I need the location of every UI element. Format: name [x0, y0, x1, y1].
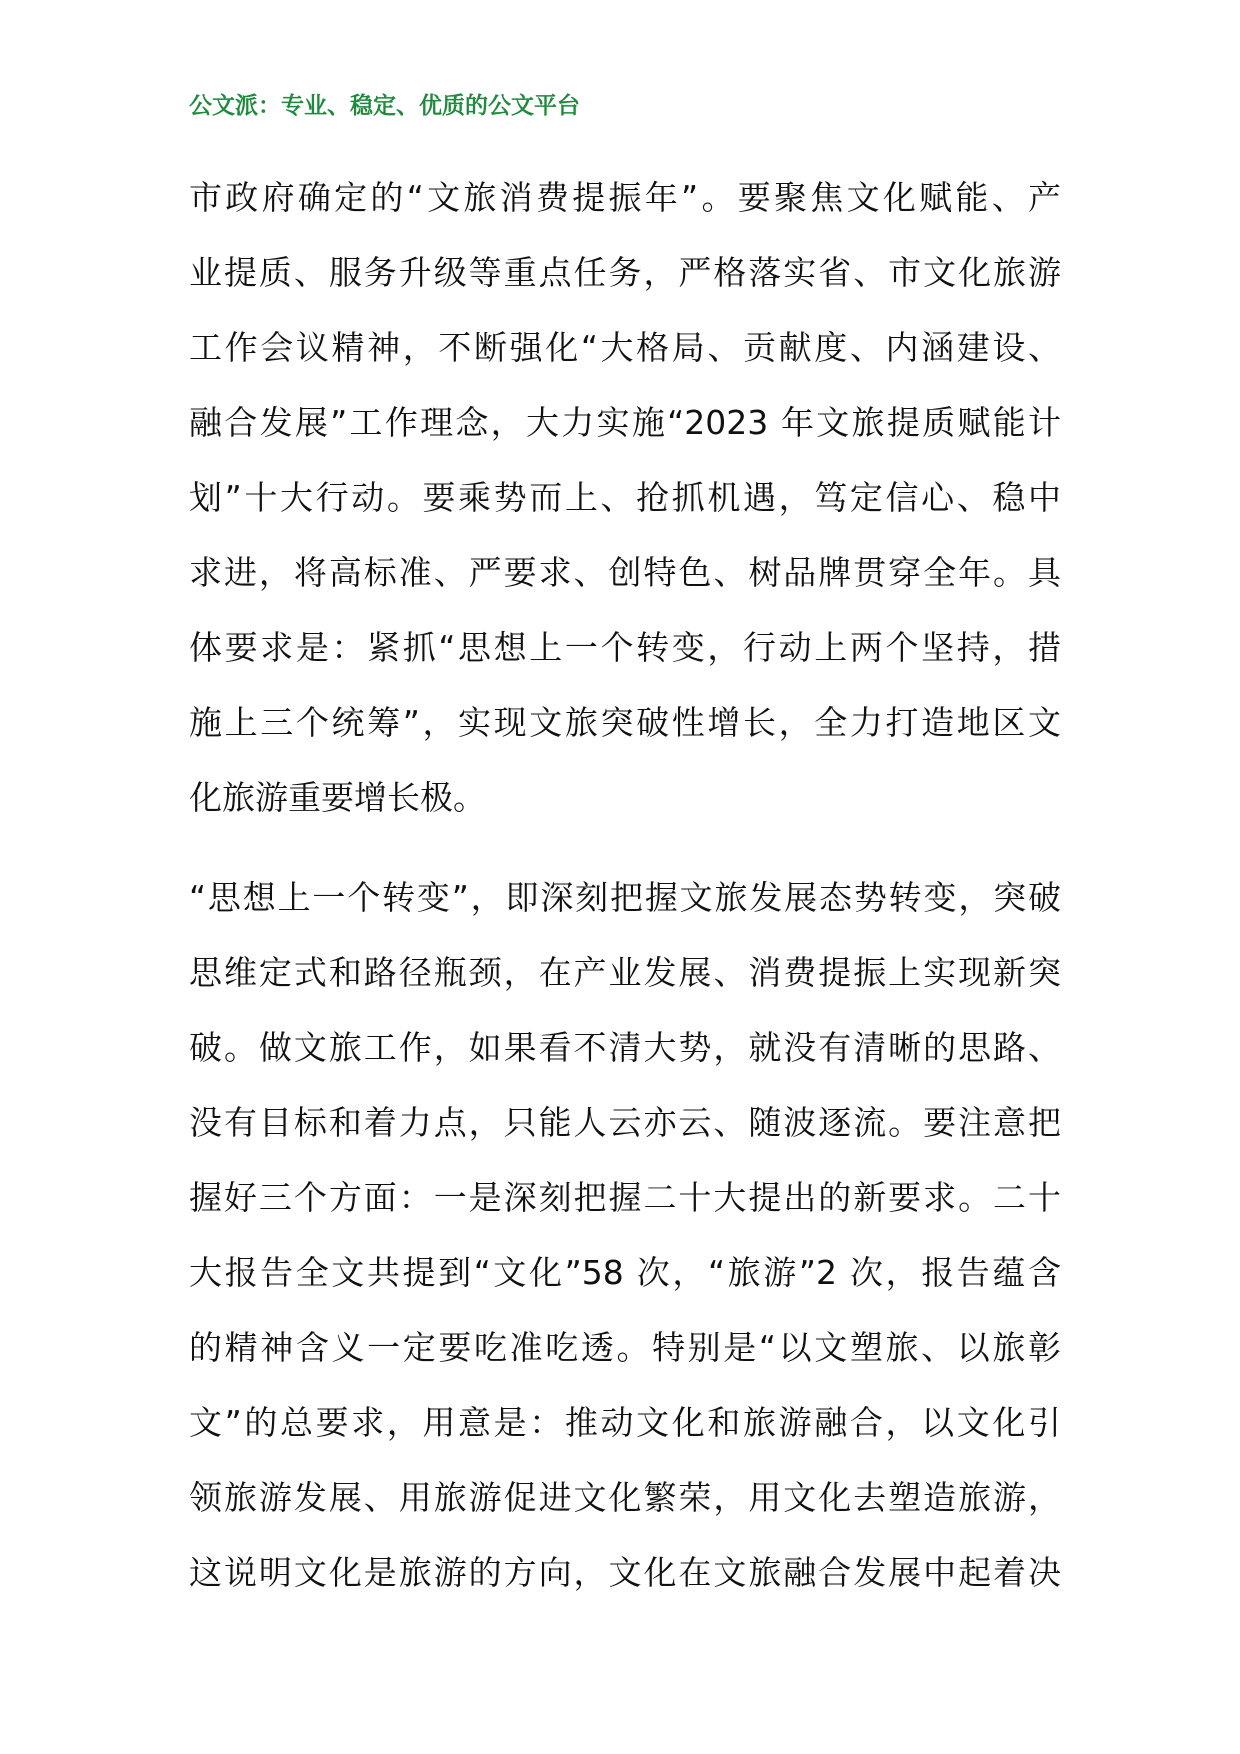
header-title: 公文派：专业、稳定、优质的公文平台	[189, 93, 580, 119]
text-line: 融合发展”工作理念，大力实施“2023 年文旅提质赋能计	[189, 403, 1061, 442]
text-line: 领旅游发展、用旅游促进文化繁荣，用文化去塑造旅游，	[189, 1478, 1061, 1517]
text-line: 的精神含义一定要吃准吃透。特别是“以文塑旅、以旅彰	[189, 1328, 1061, 1367]
text-line: “思想上一个转变”，即深刻把握文旅发展态势转变，突破	[189, 878, 1061, 917]
text-line: 思维定式和路径瓶颈，在产业发展、消费提振上实现新突	[189, 953, 1061, 992]
text-line: 划”十大行动。要乘势而上、抢抓机遇，笃定信心、稳中	[189, 478, 1061, 517]
text-line: 工作会议精神，不断强化“大格局、贡献度、内涵建设、	[189, 328, 1061, 367]
text-line: 大报告全文共提到“文化”58 次，“旅游”2 次，报告蕴含	[189, 1253, 1061, 1292]
text-line: 破。做文旅工作，如果看不清大势，就没有清晰的思路、	[189, 1028, 1061, 1067]
paragraph-1	[189, 160, 1061, 835]
text-line: 这说明文化是旅游的方向，文化在文旅融合发展中起着决	[189, 1553, 1061, 1592]
text-line: 握好三个方面：一是深刻把握二十大提出的新要求。二十	[189, 1178, 1061, 1217]
text-line: 业提质、服务升级等重点任务，严格落实省、市文化旅游	[189, 253, 1061, 292]
paragraph-2	[189, 860, 1061, 1610]
text-line: 文”的总要求，用意是：推动文化和旅游融合，以文化引	[189, 1403, 1061, 1442]
text-line: 施上三个统筹”，实现文旅突破性增长，全力打造地区文	[189, 703, 1061, 742]
text-line: 求进，将高标准、严要求、创特色、树品牌贯穿全年。具	[189, 553, 1061, 592]
text-line: 没有目标和着力点，只能人云亦云、随波逐流。要注意把	[189, 1103, 1061, 1142]
text-line: 化旅游重要增长极。	[189, 778, 486, 817]
text-line: 体要求是：紧抓“思想上一个转变，行动上两个坚持，措	[189, 628, 1061, 667]
text-line: 市政府确定的“文旅消费提振年”。要聚焦文化赋能、产	[189, 178, 1061, 217]
